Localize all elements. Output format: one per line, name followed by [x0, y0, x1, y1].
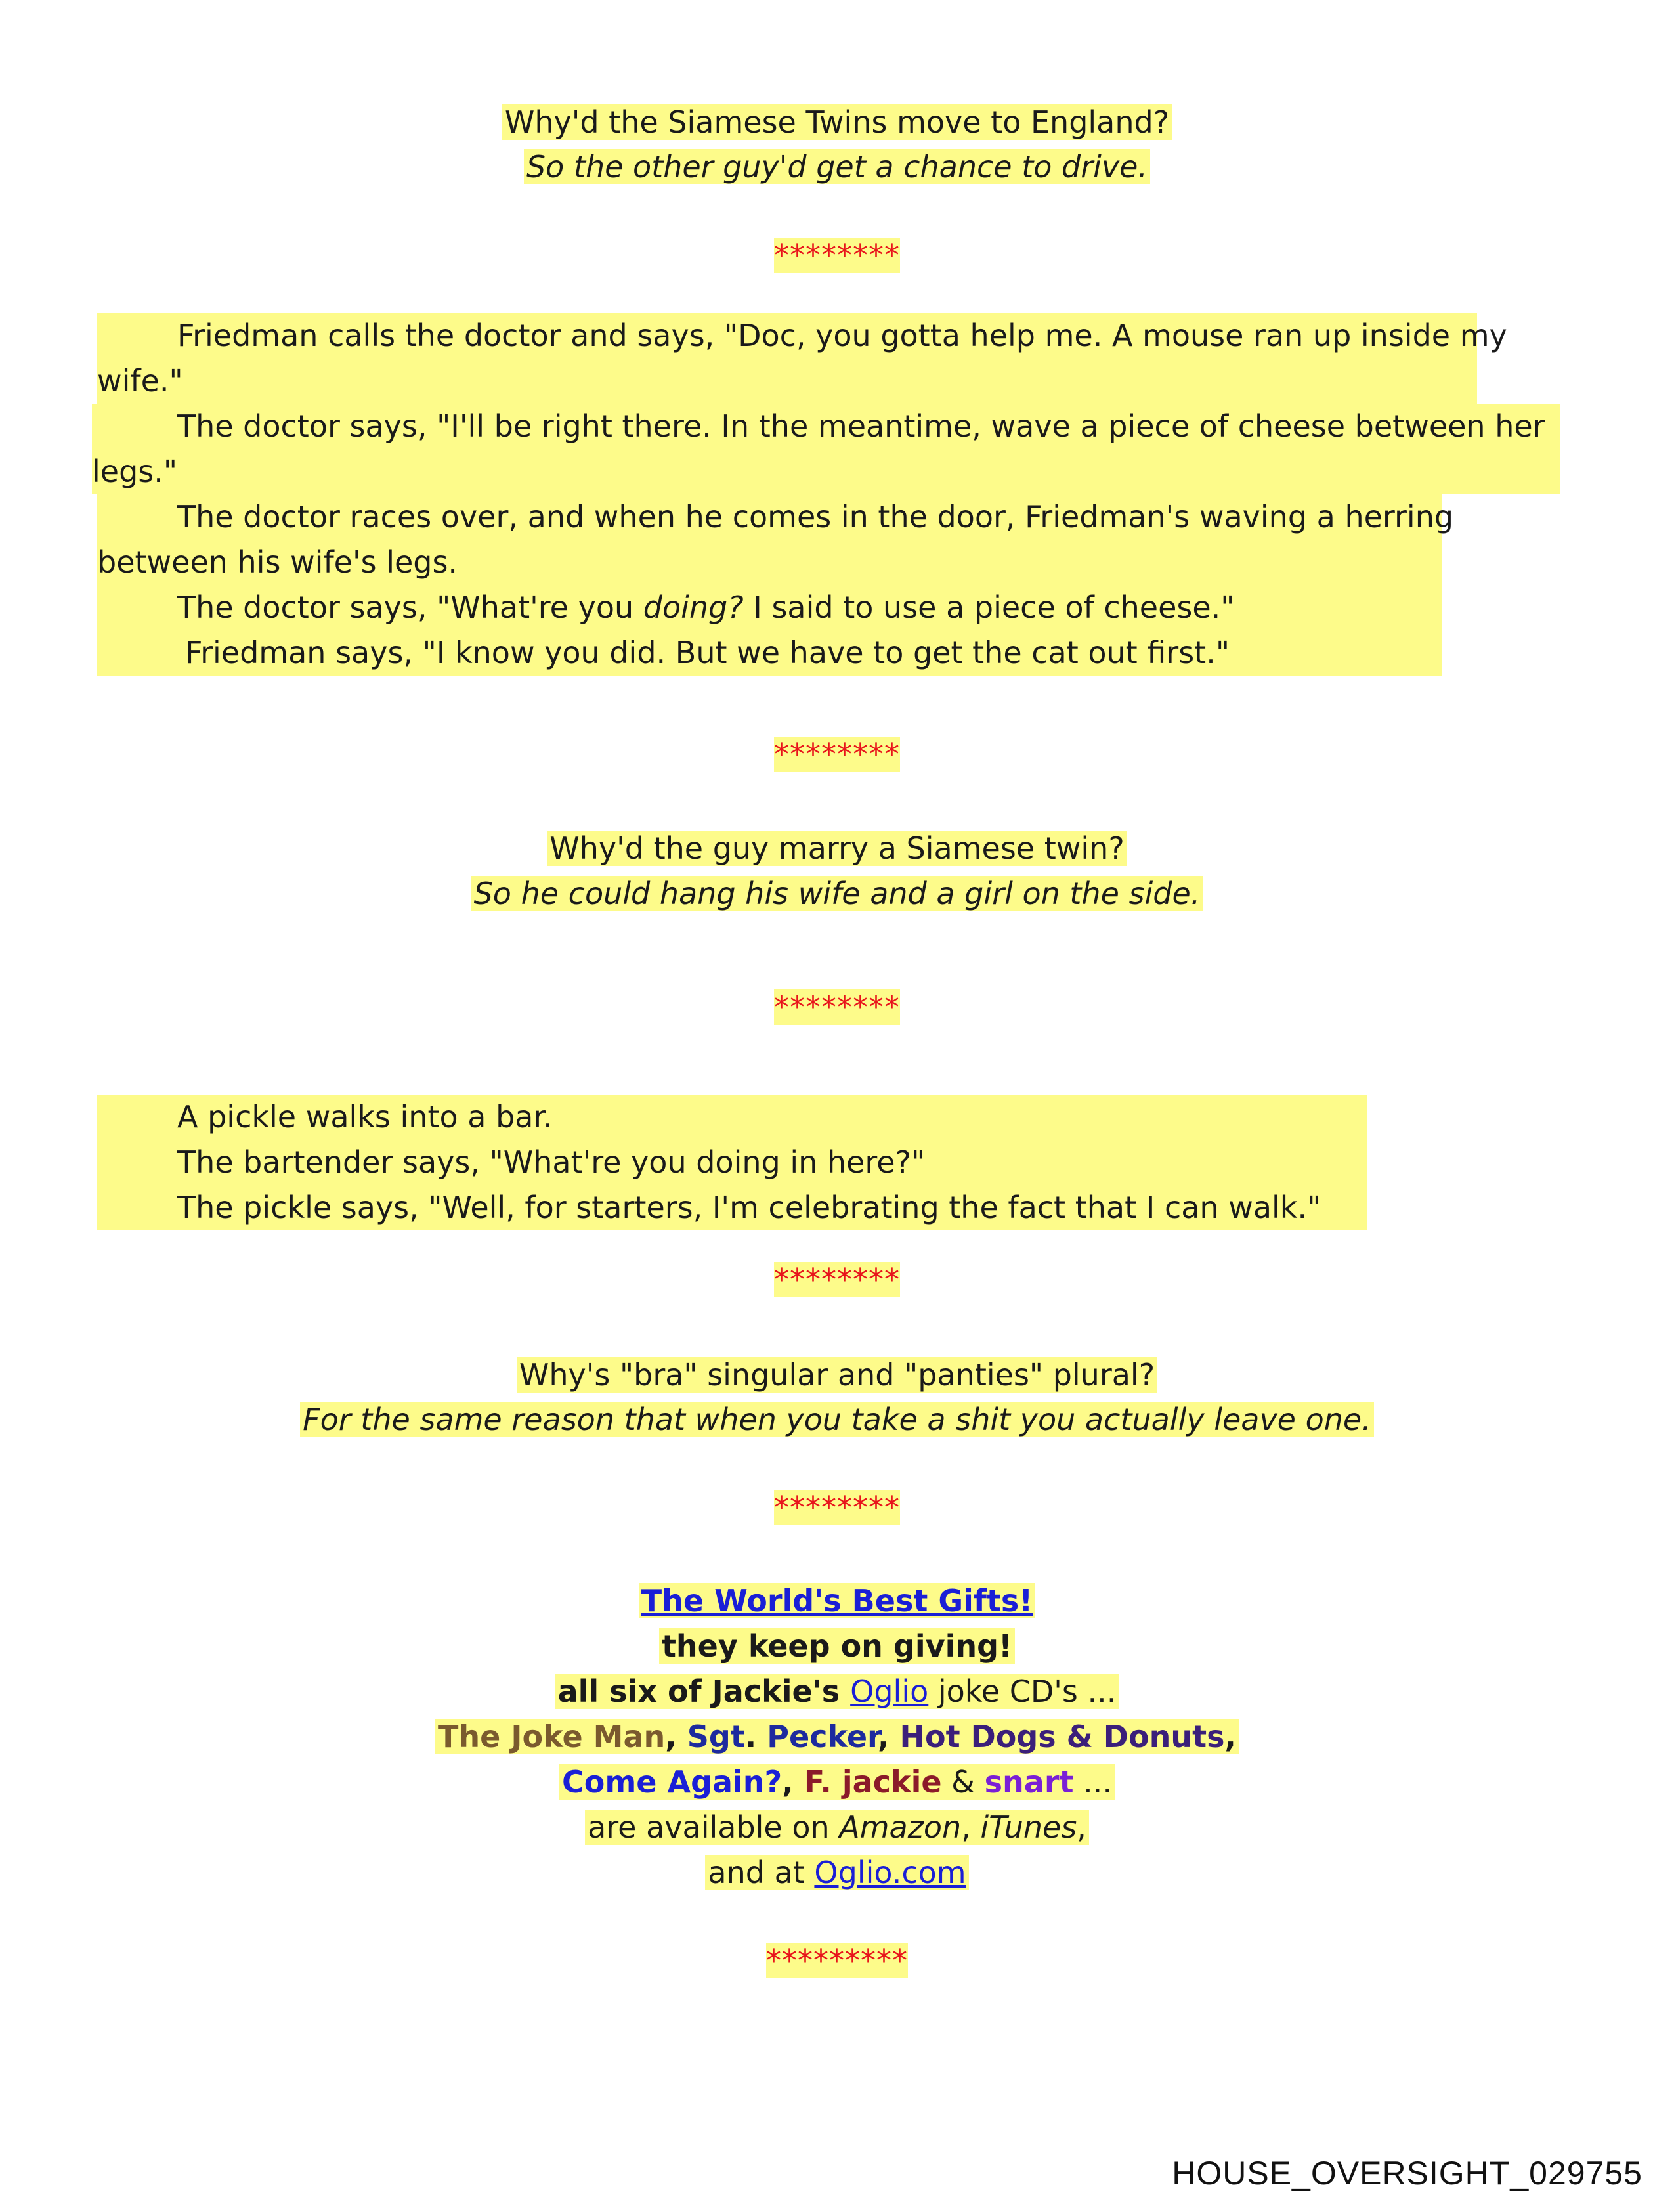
- separator: ********: [774, 1490, 900, 1525]
- promo-line3: all six of Jackie's Oglio joke CD's ...: [0, 1669, 1674, 1714]
- joke2-block: [97, 313, 1507, 404]
- promo-cd-list-2: Come Again?, F. jackie & snart ...: [0, 1760, 1674, 1805]
- joke3-answer: So he could hang his wife and a girl on the side.: [0, 871, 1674, 917]
- joke3-question: Why'd the guy marry a Siamese twin?: [0, 826, 1674, 871]
- joke2-line: The doctor races over, and when he comes in the door, Friedman's waving a herring: [177, 499, 1454, 534]
- joke2-line: The doctor says, "I'll be right there. In the meantime, wave a piece of cheese between her: [177, 408, 1545, 444]
- joke5-question: Why's "bra" singular and "panties" plural?: [0, 1353, 1674, 1398]
- joke2-line: The doctor says, "What're you doing? I said to use a piece of cheese.": [177, 590, 1235, 625]
- joke2-line: between his wife's legs.: [97, 544, 458, 580]
- promo-line2: they keep on giving!: [0, 1624, 1674, 1669]
- bates-number: HOUSE_OVERSIGHT_029755: [1172, 2155, 1642, 2192]
- joke2-block-2: [92, 404, 1560, 494]
- joke4-line: A pickle walks into a bar.: [177, 1099, 553, 1135]
- worlds-best-gifts-link[interactable]: The World's Best Gifts!: [641, 1583, 1033, 1618]
- separator: ********: [774, 989, 900, 1025]
- oglio-com-link[interactable]: Oglio.com: [814, 1855, 966, 1890]
- promo-headline: [0, 1578, 1674, 1624]
- separator: ********: [774, 238, 900, 273]
- joke4-block: [97, 1095, 1367, 1230]
- joke2-line: legs.": [92, 454, 178, 489]
- cd-hot-dogs-donuts: Hot Dogs & Donuts: [899, 1719, 1225, 1754]
- promo-availability: are available on Amazon, iTunes,: [0, 1805, 1674, 1850]
- cd-sgt-pecker: Sgt. Pecker: [687, 1719, 878, 1754]
- joke2-line: wife.": [97, 363, 183, 399]
- joke5-answer: For the same reason that when you take a shit you actually leave one.: [0, 1397, 1674, 1442]
- joke2-line: Friedman calls the doctor and says, "Doc, you gotta help me. A mouse ran up inside my: [177, 318, 1507, 353]
- joke1-question: Why'd the Siamese Twins move to England?: [0, 100, 1674, 145]
- joke4-line: The pickle says, "Well, for starters, I'm celebrating the fact that I can walk.": [177, 1190, 1321, 1225]
- promo-and-at: and at Oglio.com: [0, 1850, 1674, 1896]
- cd-the-joke-man: The Joke Man: [438, 1719, 666, 1754]
- cd-snart: snart: [984, 1764, 1074, 1800]
- joke2-line: Friedman says, "I know you did. But we have to get the cat out first.": [185, 635, 1230, 670]
- joke2-block-3: [97, 494, 1454, 676]
- joke4-line: The bartender says, "What're you doing in here?": [177, 1144, 926, 1180]
- oglio-link[interactable]: Oglio: [850, 1674, 929, 1709]
- cd-f-jackie: F. jackie: [804, 1764, 942, 1800]
- joke1-answer: So the other guy'd get a chance to drive.: [0, 144, 1674, 190]
- separator: ********: [774, 737, 900, 772]
- cd-come-again: Come Again?: [561, 1764, 783, 1800]
- promo-cd-list-1: The Joke Man, Sgt. Pecker, Hot Dogs & Donuts,: [0, 1714, 1674, 1760]
- final-separator: *********: [766, 1943, 908, 1978]
- separator: ********: [774, 1262, 900, 1297]
